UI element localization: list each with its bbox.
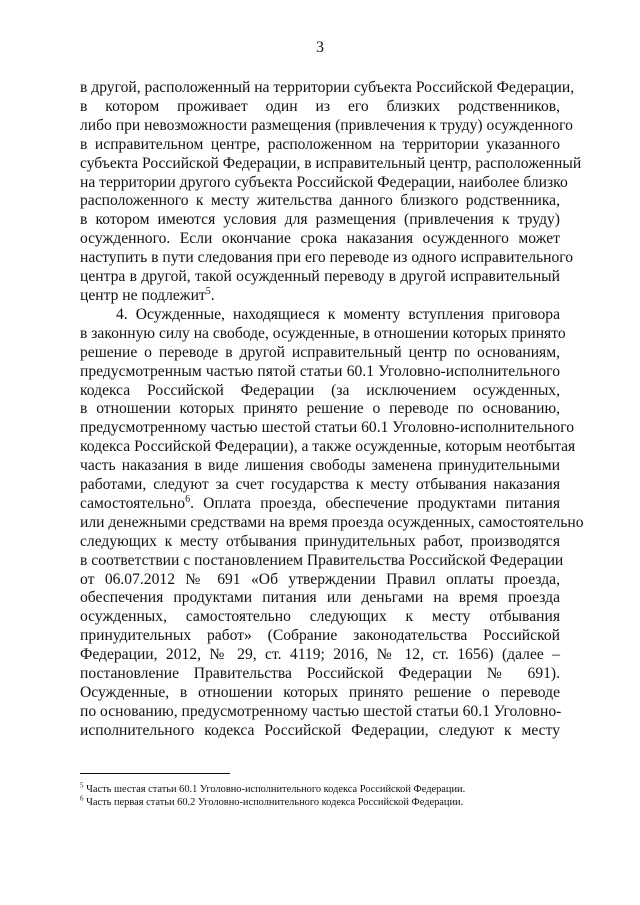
text-line: [80, 495, 560, 514]
text-line: следующих к месту отбывания принудительных работ, производятся: [80, 532, 560, 550]
text-line: кодекса Российской Федерации), а также осужденные, которым неотбытая: [80, 438, 576, 456]
text-line: решение о переводе в другой исправительный центр по основаниям,: [80, 343, 560, 361]
text-line: в отношении которых принято решение о переводе по основанию,: [80, 400, 560, 418]
text-line: Осужденные, в отношении которых принято решение о переводе: [80, 684, 560, 701]
text-line: наступить в пути следования при его переводе из одного исправительного: [80, 249, 574, 267]
text-line: или денежными средствами на время проезда осужденных, самостоятельно: [80, 513, 584, 531]
footnote-5: [80, 783, 560, 796]
text-line: в котором проживает один из его близких родственников,: [80, 97, 560, 115]
text-line: расположенного к месту жительства данного близкого родственника,: [80, 192, 560, 210]
text-line: центра в другой, такой осужденный переводу в другой исправительный: [80, 268, 560, 286]
text-line: предусмотренным частью пятой статьи 60.1 Уголовно-исполнительного: [80, 362, 560, 380]
text-line: [80, 287, 560, 306]
text-line: работами, следуют за счет государства к месту отбывания наказания: [80, 476, 560, 494]
footnote-reference[interactable]: 5: [205, 285, 211, 297]
text-line: либо при невозможности размещения (привлечения к труду) осужденного: [80, 116, 573, 134]
text-line: предусмотренному частью шестой статьи 60.1 Уголовно-исполнительного: [80, 419, 575, 437]
footnote-6: [80, 796, 560, 809]
footnote-separator: [80, 773, 230, 774]
text-line: в котором имеются условия для размещения (привлечения к труду): [80, 211, 560, 229]
text-line: осужденного. Если окончание срока наказания осужденного может: [80, 230, 560, 248]
line-text: центр не подлежит: [80, 286, 206, 304]
footnote-reference[interactable]: 6: [185, 493, 191, 505]
text-line: в другой, расположенный на территории субъекта Российской Федерации,: [80, 79, 575, 96]
text-line: от 06.07.2012 № 691 «Об утверждении Правил оплаты проезда,: [80, 570, 560, 588]
line-tail: . Оплата проезда, обеспечение продуктами питания: [190, 494, 560, 512]
footnote-text: Часть шестая статьи 60.1 Уголовно-исполнительного кодекса Российской Федерации.: [83, 784, 466, 795]
line-tail: .: [210, 286, 215, 304]
text-line: в соответствии с постановлением Правительства Российской Федерации: [80, 551, 564, 569]
document-body: [80, 79, 584, 741]
text-line: 4. Осужденные, находящиеся к моменту вступления приговора: [116, 305, 560, 323]
text-line: принудительных работ» (Собрание законодательства Российской: [80, 627, 560, 645]
footnote-text: Часть первая статьи 60.2 Уголовно-исполнительного кодекса Российской Федерации.: [83, 797, 464, 808]
page-number: 3: [316, 39, 324, 56]
text-line: обеспечения продуктами питания или деньгами на время проезда: [80, 589, 560, 607]
text-line: часть наказания в виде лишения свободы заменена принудительными: [80, 457, 560, 475]
text-line: постановление Правительства Российской Федерации № 691).: [80, 665, 560, 683]
text-line: осужденных, самостоятельно следующих к месту отбывания: [80, 608, 560, 626]
footnote-number: 6: [80, 794, 84, 803]
footnote-number: 5: [80, 781, 84, 790]
text-line: кодекса Российской Федерации (за исключением осужденных,: [80, 381, 560, 399]
paragraph-continuation: [80, 79, 582, 306]
text-line: в исправительном центре, расположенном на территории указанного: [80, 135, 560, 153]
paragraph-item-4: [80, 305, 584, 741]
text-line: в законную силу на свободе, осужденные, в отношении которых принято: [80, 324, 566, 342]
text-line: исполнительного кодекса Российской Федерации, следуют к месту: [80, 721, 560, 739]
text-line: по основанию, предусмотренному частью шестой статьи 60.1 Уголовно-: [80, 702, 562, 720]
text-line: на территории другого субъекта Российской Федерации, наиболее близко: [80, 173, 568, 191]
footnotes: [80, 783, 560, 809]
line-text: самостоятельно: [80, 494, 186, 512]
text-line: Федерации, 2012, № 29, ст. 4119; 2016, № 12, ст. 1656) (далее –: [80, 646, 560, 664]
text-line: субъекта Российской Федерации, в исправительный центр, расположенный: [80, 154, 582, 172]
